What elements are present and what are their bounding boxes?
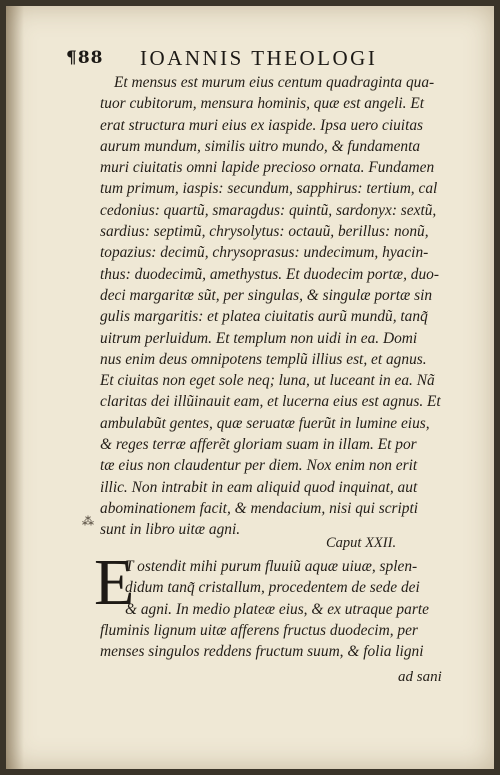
book-page (6, 6, 494, 769)
text-line: tæ eius non claudentur per diem. Nox enim non erit (100, 457, 418, 475)
text-line: menses singulos reddens fructum suum, & folia ligni (100, 643, 424, 661)
text-line: Et mensus est murum eius centum quadraginta qua- (114, 74, 435, 91)
drop-capital: E (94, 546, 135, 619)
text-line: nus enim deus omnipotens templũ illius est, et agnus. (100, 350, 427, 368)
body-text (100, 72, 456, 541)
text-line: T ostendit mihi purum fluuiũ aquæ uiuæ, splen- (125, 558, 418, 575)
margin-ornament: ⁂ (82, 514, 94, 528)
text-line: tuor cubitorum, mensura hominis, quæ est angeli. Et (100, 95, 425, 113)
text-line: Et ciuitas non eget sole neq; luna, ut luceant in ea. Nã (100, 372, 435, 390)
page-gutter-shadow (6, 6, 24, 769)
page-header (66, 44, 446, 70)
text-line: tum primum, iaspis: secundum, sapphirus: tertium, cal (100, 180, 438, 198)
text-line: gulis margaritis: et platea ciuitatis aurũ mundũ, tanq̃ (100, 308, 428, 326)
text-line: thus: duodecimũ, amethystus. Et duodecim portæ, duo- (100, 265, 439, 283)
text-line: uitrum perluidum. Et templum non uidi in ea. Domi (100, 329, 418, 347)
running-title: IOANNIS THEOLOGI (140, 46, 378, 70)
text-line: erat structura muri eius ex iaspide. Ipsa uero ciuitas (100, 116, 424, 134)
chapter-continuation-text (100, 620, 456, 663)
text-line: abominationem facit, & mendacium, nisi qui scripti (100, 499, 419, 517)
text-line: topazius: decimũ, chrysoprasus: undecimum, hyacin- (100, 244, 429, 262)
text-line: claritas dei illũinauit eam, et lucerna eius est agnus. Et (100, 393, 441, 411)
text-line: ambulabũt gentes, quæ seruatæ fuerũt in lumine eius, (100, 414, 430, 432)
chapter-heading: Caput XXII. (326, 535, 397, 551)
text-line: aurum mundum, similis uitro mundo, & fundamenta (100, 137, 421, 155)
folio-number: ¶88 (66, 48, 104, 68)
catchword: ad sani (398, 669, 442, 685)
text-line: illic. Non intrabit in eam aliquid quod inquinat, aut (100, 478, 418, 496)
text-line: & reges terræ afferẽt gloriam suam in illam. Et por (100, 436, 417, 454)
text-line: & agni. In medio plateæ eius, & ex utraque parte (125, 600, 429, 618)
text-line: muri ciuitatis omni lapide precioso ornata. Fundamen (100, 159, 435, 177)
text-line: didum tanq̃ cristallum, procedentem de sede dei (125, 579, 420, 597)
chapter-opening-text (125, 556, 457, 620)
text-line: cedonius: quartũ, smaragdus: quintũ, sardonyx: sextũ, (100, 201, 437, 219)
text-line: fluminis lignum uitæ afferens fructus duodecim, per (100, 622, 418, 639)
text-line: deci margaritæ sũt, per singulas, & singulæ portæ sin (100, 286, 433, 304)
text-line: sunt in libro uitæ agni. (100, 521, 241, 539)
text-line: sardius: septimũ, chrysolytus: octauũ, berillus: nonũ, (100, 223, 429, 241)
